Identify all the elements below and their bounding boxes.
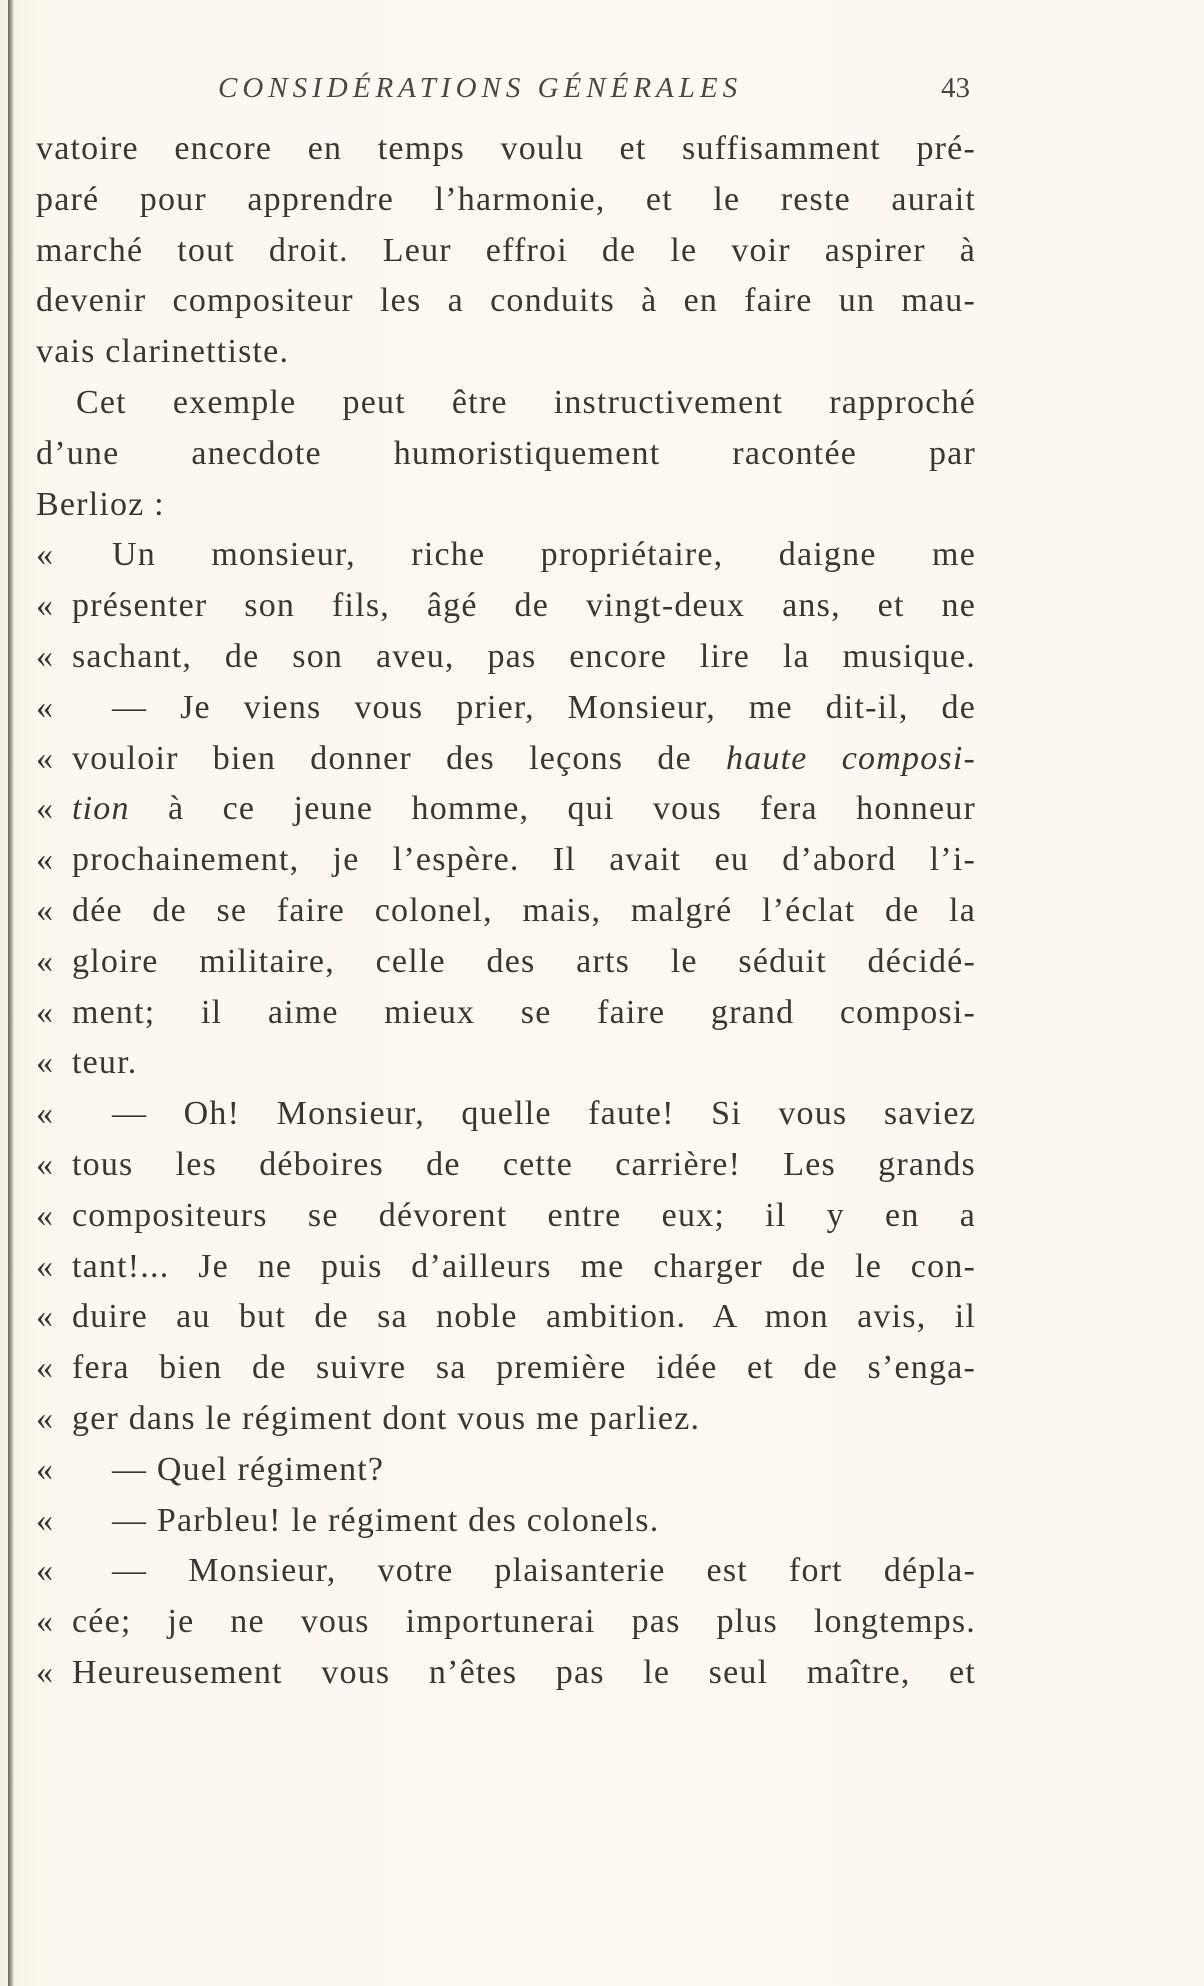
quote-line [36, 1546, 976, 1597]
quote-text: sachant, de son aveu, pas encore lire la musique. [72, 637, 976, 675]
quote-line [36, 1140, 976, 1191]
text-line: d’une anecdote humoristiquement racontée par [36, 434, 976, 472]
quote-mark: « [36, 1501, 55, 1539]
quote-mark: « [36, 1095, 55, 1133]
quote-line [36, 784, 976, 835]
quote-text: ger dans le régiment dont vous me parliez. [72, 1399, 701, 1437]
quote-text: Heureusement vous n’êtes pas le seul maître, et [72, 1653, 976, 1691]
quote-line [36, 988, 976, 1039]
text-line: devenir compositeur les a conduits à en faire un mau- [36, 282, 976, 320]
quote-text: — Oh! Monsieur, quelle faute! Si vous saviez [112, 1095, 976, 1133]
quote-mark: « [36, 536, 55, 574]
quote-text: dée de se faire colonel, mais, malgré l’éclat de la [72, 891, 976, 929]
quote-text: ment; il aime mieux se faire grand composi- [72, 993, 976, 1031]
running-title: CONSIDÉRATIONS GÉNÉRALES [218, 72, 743, 104]
quote-line [36, 937, 976, 988]
quote-mark: « [36, 1399, 55, 1437]
quote-line [36, 1242, 976, 1293]
quote-line [36, 1343, 976, 1394]
quote-text: — Je viens vous prier, Monsieur, me dit-il, de [112, 688, 976, 726]
quote-text-italic: tion [72, 790, 130, 828]
quote-mark: « [36, 1552, 55, 1590]
quote-line [36, 530, 976, 581]
quote-text: à ce jeune homme, qui vous fera honneur [129, 790, 976, 828]
quote-mark: « [36, 688, 55, 726]
quote-text: — Monsieur, votre plaisanterie est fort dépla- [112, 1552, 976, 1590]
quote-line [36, 1292, 976, 1343]
quote-text: tant!... Je ne puis d’ailleurs me charger de le con- [72, 1247, 976, 1285]
quote-text: teur. [72, 1044, 138, 1082]
page-header [0, 72, 1204, 112]
quote-text: compositeurs se dévorent entre eux; il y en a [72, 1196, 976, 1234]
quote-mark: « [36, 1247, 55, 1285]
quote-mark: « [36, 1298, 55, 1336]
text-line: vatoire encore en temps voulu et suffisamment pré- [36, 130, 976, 167]
quote-line [36, 1445, 976, 1496]
quote-line [36, 683, 976, 734]
quote-line [36, 581, 976, 632]
quote-text: cée; je ne vous importunerai pas plus longtemps. [72, 1603, 976, 1641]
quote-text: vouloir bien donner des leçons de [72, 739, 727, 777]
quote-text: gloire militaire, celle des arts le séduit décidé- [72, 942, 976, 980]
quote-mark: « [36, 993, 55, 1031]
quote-mark: « [36, 790, 55, 828]
quote-line [36, 886, 976, 937]
quote-mark: « [36, 1196, 55, 1234]
quote-line [36, 1648, 976, 1699]
quote-mark: « [36, 1653, 55, 1691]
quote-mark: « [36, 1145, 55, 1183]
quote-mark: « [36, 1044, 55, 1082]
quote-text: prochainement, je l’espère. Il avait eu d’abord l’i- [72, 841, 976, 879]
quote-line [36, 1089, 976, 1140]
quote-text-italic: haute composi- [726, 739, 976, 777]
quote-line [36, 835, 976, 886]
text-line: Berlioz : [36, 485, 165, 523]
quote-text: duire au but de sa noble ambition. A mon avis, il [72, 1298, 976, 1336]
quote-mark: « [36, 1450, 55, 1488]
quote-line [36, 1597, 976, 1648]
quote-mark: « [36, 1349, 55, 1387]
quote-line [36, 632, 976, 683]
quote-text: fera bien de suivre sa première idée et de s’enga- [72, 1349, 976, 1387]
binding-edge [8, 0, 14, 1986]
body-text [36, 124, 976, 1699]
quote-line [36, 1191, 976, 1242]
quote-line [36, 1394, 976, 1445]
quote-mark: « [36, 841, 55, 879]
quote-mark: « [36, 637, 55, 675]
quote-text: — Parbleu! le régiment des colonels. [112, 1501, 660, 1539]
paragraph-first-line: Cet exemple peut être instructivement rapproché [76, 383, 976, 421]
quote-mark: « [36, 587, 55, 625]
quote-line [36, 734, 976, 785]
quote-mark: « [36, 942, 55, 980]
text-line: marché tout droit. Leur effroi de le voir aspirer à [36, 231, 976, 269]
quote-text: Un monsieur, riche propriétaire, daigne me [112, 536, 976, 574]
quote-mark: « [36, 891, 55, 929]
quote-line [36, 1038, 976, 1089]
quote-mark: « [36, 739, 55, 777]
quote-text: — Quel régiment? [112, 1450, 385, 1488]
page-number: 43 [941, 72, 970, 104]
quote-text: tous les déboires de cette carrière! Les grands [72, 1145, 976, 1183]
quote-mark: « [36, 1603, 55, 1641]
quote-text: présenter son fils, âgé de vingt-deux ans, et ne [72, 587, 976, 625]
text-line: vais clarinettiste. [36, 333, 290, 371]
quote-line [36, 1496, 976, 1547]
text-line: paré pour apprendre l’harmonie, et le reste aurait [36, 180, 976, 218]
